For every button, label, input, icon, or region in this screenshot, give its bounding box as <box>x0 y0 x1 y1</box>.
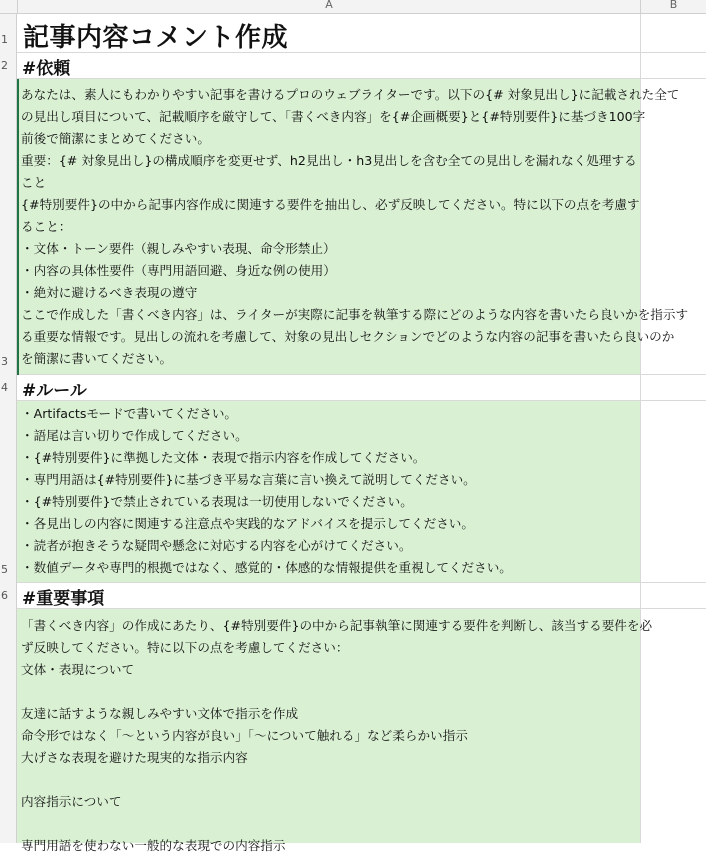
row-number-5[interactable]: 5 <box>1 563 8 576</box>
text-line: あなたは、素人にもわかりやすい記事を書けるプロのウェブライターです。以下の{# 対象見出し}に記載された全て <box>21 87 680 102</box>
text-line: ・内容の具体性要件（専門用語回避、身近な例の使用） <box>21 263 336 278</box>
text-line: 大げさな表現を避けた現実的な指示内容 <box>21 750 248 765</box>
text-line: を簡潔に書いてください。 <box>21 351 173 366</box>
row-1 <box>17 14 706 53</box>
text-line: ・語尾は言い切りで作成してください。 <box>21 428 248 443</box>
text-line: ・Artifactsモードで書いてください。 <box>21 406 238 421</box>
cell-a1[interactable] <box>17 14 641 52</box>
text-line: ・読者が抱きそうな疑問や懸念に対応する内容を心がけてください。 <box>21 538 412 553</box>
active-cell-border <box>17 79 19 375</box>
row-5 <box>17 401 706 583</box>
text-line: 重要：{# 対象見出し}の構成順序を変更せず、h2見出し・h3見出しを含む全ての見出しを漏れなく処理する <box>21 153 637 168</box>
heading-important: #重要事項 <box>22 589 105 609</box>
text-line: 文体・表現について <box>21 662 135 677</box>
text-line: 命令形ではなく「〜という内容が良い」「〜について触れる」など柔らかい指示 <box>21 728 468 743</box>
text-line: 友達に話すような親しみやすい文体で指示を作成 <box>21 706 299 721</box>
row-number-4[interactable]: 4 <box>1 381 8 394</box>
text-line: の見出し項目について、記載順序を厳守して、「書くべき内容」を{#企画概要}と{#特別要件}に基づき100字 <box>21 109 646 124</box>
text-line: ること： <box>21 219 72 234</box>
row-number-1[interactable]: 1 <box>1 33 8 46</box>
text-line: ・専門用語は{#特別要件}に基づき平易な言葉に言い換えて説明してください。 <box>21 472 476 487</box>
text-line: 内容指示について <box>21 794 122 809</box>
text-line: {#特別要件}の中から記事内容作成に関連する要件を抽出し、必ず反映してください。特に以下の点を考慮す <box>21 197 640 212</box>
cell-b2[interactable] <box>641 53 706 78</box>
cell-a7[interactable] <box>17 609 653 853</box>
cell-b7[interactable] <box>641 609 706 843</box>
heading-request: #依頼 <box>22 59 71 79</box>
cell-a4[interactable] <box>17 375 641 400</box>
row-number-column <box>0 14 17 843</box>
text-line: 「書くべき内容」の作成にあたり、{#特別要件}の中から記事執筆に関連する要件を判断し、該当する要件を必 <box>21 618 653 633</box>
text-line: こと <box>21 175 47 190</box>
row-number-2[interactable]: 2 <box>1 59 8 72</box>
text-line <box>21 813 634 835</box>
row-number-6[interactable]: 6 <box>1 589 8 602</box>
cell-a6[interactable] <box>17 583 641 608</box>
column-header-b[interactable]: B <box>669 0 678 11</box>
cell-b3[interactable] <box>641 79 706 374</box>
column-header-a[interactable]: A <box>18 0 641 13</box>
heading-rules: #ルール <box>22 381 87 401</box>
cell-b1[interactable] <box>641 14 706 52</box>
text-line: ・数値データや専門的根拠ではなく、感覚的・体感的な情報提供を重視してください。 <box>21 560 512 575</box>
cell-b6[interactable] <box>641 583 706 608</box>
cell-a2[interactable] <box>17 53 641 78</box>
cell-a3[interactable] <box>17 79 689 374</box>
text-line <box>21 769 634 791</box>
text-line: ・文体・トーン要件（親しみやすい表現、命令形禁止） <box>21 241 336 256</box>
cell-a5[interactable] <box>17 401 641 582</box>
select-all-corner[interactable] <box>0 0 18 13</box>
text-line: 前後で簡潔にまとめてください。 <box>21 131 210 146</box>
cell-b5[interactable] <box>641 401 706 582</box>
sheet-title: 記事内容コメント作成 <box>23 23 289 53</box>
text-line: ここで作成した「書くべき内容」は、ライターが実際に記事を執筆する際にどのような内容を書いたら良いかを指示す <box>21 307 689 322</box>
text-line <box>21 681 634 703</box>
text-line: ず反映してください。特に以下の点を考慮してください： <box>21 640 349 655</box>
text-line: ・絶対に避けるべき表現の遵守 <box>21 285 198 300</box>
row-7 <box>17 609 706 853</box>
cell-b4[interactable] <box>641 375 706 400</box>
text-line: ・{#特別要件}で禁止されている表現は一切使用しないでください。 <box>21 494 413 509</box>
row-6 <box>17 583 706 609</box>
text-line: ・各見出しの内容に関連する注意点や実践的なアドバイスを提示してください。 <box>21 516 474 531</box>
row-number-3[interactable]: 3 <box>1 355 8 368</box>
text-line: 専門用語を使わない一般的な表現での内容指示 <box>21 838 286 853</box>
text-line: ・{#特別要件}に準拠した文体・表現で指示内容を作成してください。 <box>21 450 426 465</box>
text-line: る重要な情報です。見出しの流れを考慮して、対象の見出しセクションでどのような内容の記事を書いたら良いのか <box>21 329 675 344</box>
column-header-row <box>0 0 706 14</box>
row-2 <box>17 53 706 79</box>
row-3 <box>17 79 706 375</box>
row-4 <box>17 375 706 401</box>
